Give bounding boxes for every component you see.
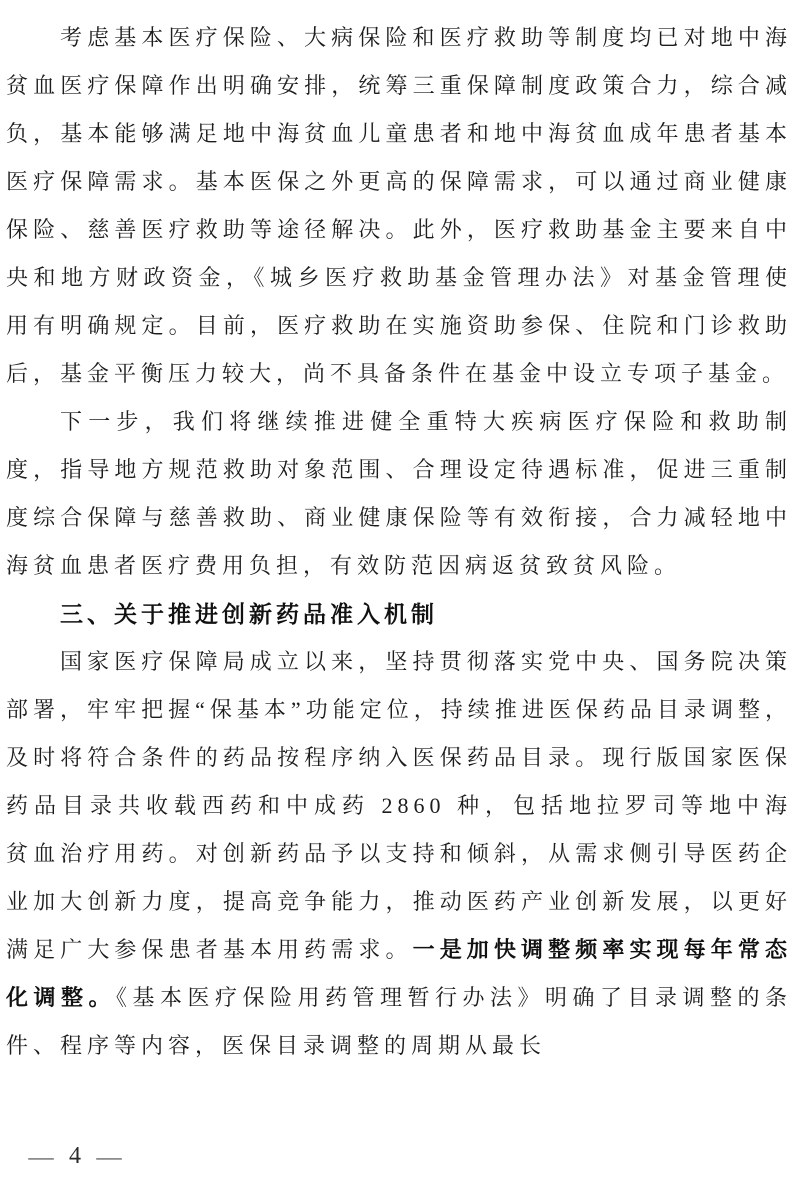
footer-dash-left: —	[28, 1143, 54, 1169]
section-heading-innovative-drug-access: 三、关于推进创新药品准入机制	[60, 601, 438, 627]
document-body	[6, 14, 792, 1070]
paragraph-drug-catalog	[6, 638, 792, 1070]
page-number: 4	[69, 1143, 81, 1169]
paragraph-medical-assistance-funds: 考虑基本医疗保险、大病保险和医疗救助等制度均已对地中海贫血医疗保障作出明确安排，统筹三重保障制度政策合力，综合减负，基本能够满足地中海贫血儿童患者和地中海贫血成年患者基本医疗保障需求。基本医保之外更高的保障需求，可以通过商业健康保险、慈善医疗救助等途径解决。此外，医疗救助基金主要来自中央和地方财政资金，《城乡医疗救助基金管理办法》对基金管理使用有明确规定。目前，医疗救助在实施资助参保、住院和门诊救助后，基金平衡压力较大，尚不具备条件在基金中设立专项子基金。	[6, 25, 792, 386]
footer-dash-right: —	[96, 1143, 122, 1169]
paragraph-next-steps: 下一步，我们将继续推进健全重特大疾病医疗保险和救助制度，指导地方规范救助对象范围、合理设定待遇标准，促进三重制度综合保障与慈善救助、商业健康保险等有效衔接，合力减轻地中海贫血患者医疗费用负担，有效防范因病返贫致贫风险。	[6, 409, 792, 578]
paragraph-drug-catalog-text-lead: 国家医疗保障局成立以来，坚持贯彻落实党中央、国务院决策部署，牢牢把握“保基本”功能定位，持续推进医保药品目录调整，及时将符合条件的药品按程序纳入医保药品目录。现行版国家医保药品目录共收载西药和中成药 2860 种，包括地拉罗司等地中海贫血治疗用药。对创新药品予以支持和倾斜，从需求侧引导医药企业加大创新力度，提高竞争能力，推动医药产业创新发展，以更好满足广大参保患者基本用药需求。	[6, 649, 792, 962]
page-footer	[30, 1143, 120, 1170]
paragraph-drug-catalog-text-trail: 《基本医疗保险用药管理暂行办法》明确了目录调整的条件、程序等内容，医保目录调整的周期从最长	[6, 985, 792, 1058]
paragraph-drug-catalog-bold-emphasis: 一是加快调整频率实现每年常态化调整。	[6, 937, 792, 1010]
